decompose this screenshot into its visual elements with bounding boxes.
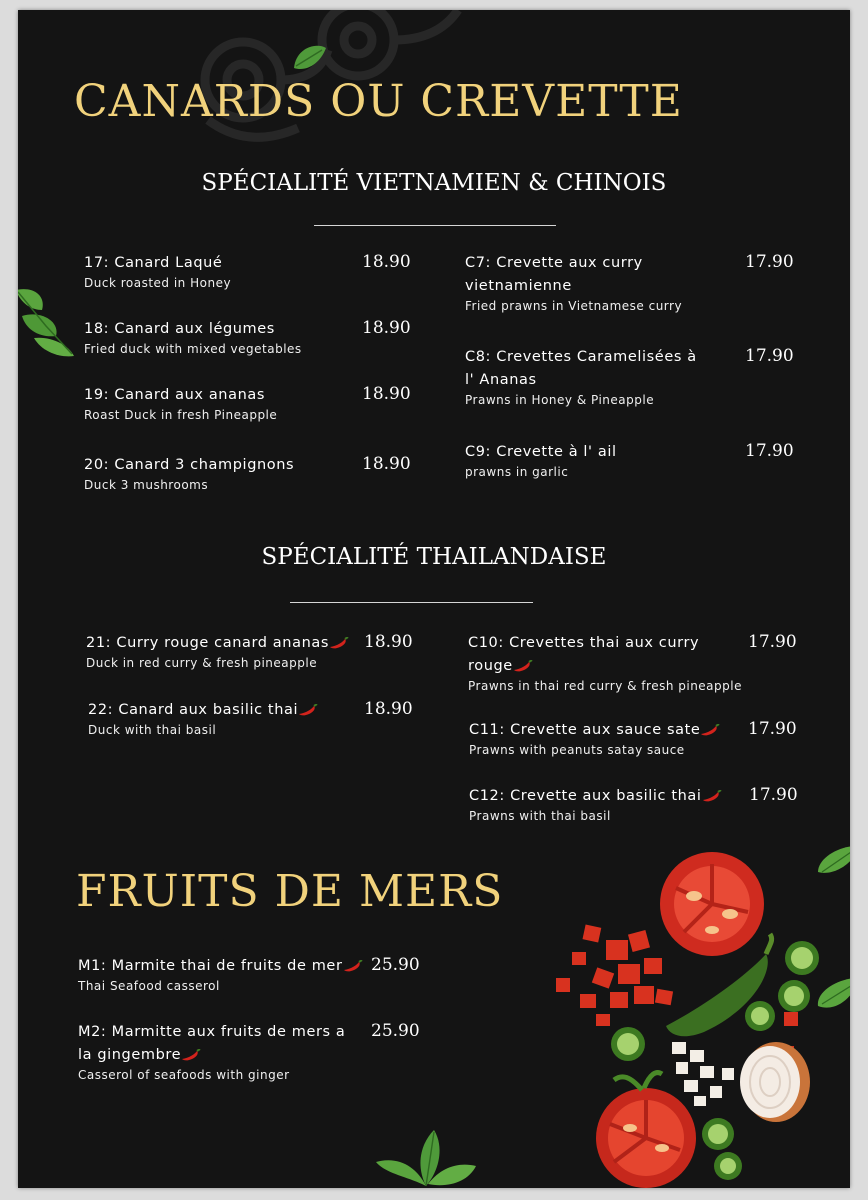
item-price: 25.90 <box>371 955 420 975</box>
subtitle-thailandaise: SPÉCIALITÉ THAILANDAISE <box>261 544 607 570</box>
chili-icon <box>329 637 349 649</box>
chili-icon <box>181 1049 201 1061</box>
item-name-text: C11: Crevette aux sauce sate <box>469 722 701 738</box>
item-price: 18.90 <box>364 699 413 719</box>
menu-item <box>86 632 416 671</box>
item-price: 18.90 <box>362 384 411 404</box>
item-price: 17.90 <box>745 441 794 461</box>
menu-item <box>468 632 800 694</box>
item-description: Prawns with thai basil <box>469 809 611 823</box>
item-price: 25.90 <box>371 1021 420 1041</box>
section-title-fruits-de-mers: FRUITS DE MERS <box>76 866 504 917</box>
item-description: Duck in red curry & fresh pineapple <box>86 656 318 670</box>
item-price: 17.90 <box>745 252 794 272</box>
item-name-text: 22: Canard aux basilic thai <box>88 702 299 718</box>
chili-icon <box>343 960 363 972</box>
item-price: 17.90 <box>748 719 797 739</box>
item-price: 17.90 <box>748 632 797 652</box>
menu-item <box>78 1021 428 1083</box>
item-description: Fried duck with mixed vegetables <box>84 342 302 356</box>
menu-item <box>465 252 795 314</box>
section-title-canards: CANARDS OU CREVETTE <box>74 76 683 127</box>
item-price: 17.90 <box>749 785 798 805</box>
tomato-icon <box>596 1073 696 1188</box>
item-name: 20: Canard 3 champignons <box>84 457 295 473</box>
menu-item <box>78 955 428 994</box>
item-description: Duck roasted in Honey <box>84 276 232 290</box>
menu-item <box>84 318 414 357</box>
item-price: 18.90 <box>362 252 411 272</box>
menu-item <box>84 252 414 291</box>
item-description: Prawns in thai red curry & fresh pineapple <box>468 679 742 693</box>
item-name: C8: Crevettes Caramelisées à l' Ananas <box>465 349 697 388</box>
item-description: Casserol of seafoods with ginger <box>78 1068 290 1082</box>
mint-leaf-icon <box>18 286 78 358</box>
item-price: 18.90 <box>362 318 411 338</box>
menu-item <box>465 441 795 480</box>
item-name-text: C12: Crevette aux basilic thai <box>469 788 702 804</box>
item-price: 17.90 <box>745 346 794 366</box>
item-name-text: C10: Crevettes thai aux curry rouge <box>468 635 700 674</box>
item-name: C7: Crevette aux curry vietnamienne <box>465 255 643 294</box>
item-price: 18.90 <box>364 632 413 652</box>
item-name: 19: Canard aux ananas <box>84 387 266 403</box>
item-description: Prawns in Honey & Pineapple <box>465 393 655 407</box>
menu-item <box>469 719 799 758</box>
menu-item <box>465 346 795 408</box>
vegetables-illustration <box>534 836 820 1188</box>
chili-icon <box>513 660 533 672</box>
item-name: 18: Canard aux légumes <box>84 321 275 337</box>
menu-item <box>84 384 414 423</box>
item-description: Fried prawns in Vietnamese curry <box>465 299 683 313</box>
item-name-text: 21: Curry rouge canard ananas <box>86 635 329 651</box>
divider <box>314 225 556 226</box>
item-description: prawns in garlic <box>465 465 569 479</box>
item-description: Duck 3 mushrooms <box>84 478 209 492</box>
item-name: C9: Crevette à l' ail <box>465 444 617 460</box>
item-description: Prawns with peanuts satay sauce <box>469 743 685 757</box>
chili-icon <box>700 724 720 736</box>
chili-icon <box>298 704 318 716</box>
subtitle-vietnamien-chinois: SPÉCIALITÉ VIETNAMIEN & CHINOIS <box>201 170 667 196</box>
mint-leaf-icon <box>376 1116 480 1188</box>
item-description: Thai Seafood casserol <box>78 979 220 993</box>
item-name-text: M2: Marmitte aux fruits de mers a la gingembre <box>78 1024 346 1063</box>
item-name-text: M1: Marmite thai de fruits de mer <box>78 958 343 974</box>
chili-icon <box>702 790 722 802</box>
item-name <box>468 632 718 678</box>
item-price: 18.90 <box>362 454 411 474</box>
item-description: Duck with thai basil <box>88 723 217 737</box>
item-name <box>78 1021 348 1067</box>
menu-page <box>18 10 850 1188</box>
menu-item <box>469 785 799 824</box>
divider <box>290 602 533 603</box>
item-description: Roast Duck in fresh Pineapple <box>84 408 278 422</box>
menu-item <box>88 699 416 738</box>
menu-item <box>84 454 414 493</box>
onion-icon <box>740 1042 810 1122</box>
item-name: 17: Canard Laqué <box>84 255 223 271</box>
mint-leaf-icon <box>290 40 330 74</box>
tomato-icon <box>660 852 764 956</box>
